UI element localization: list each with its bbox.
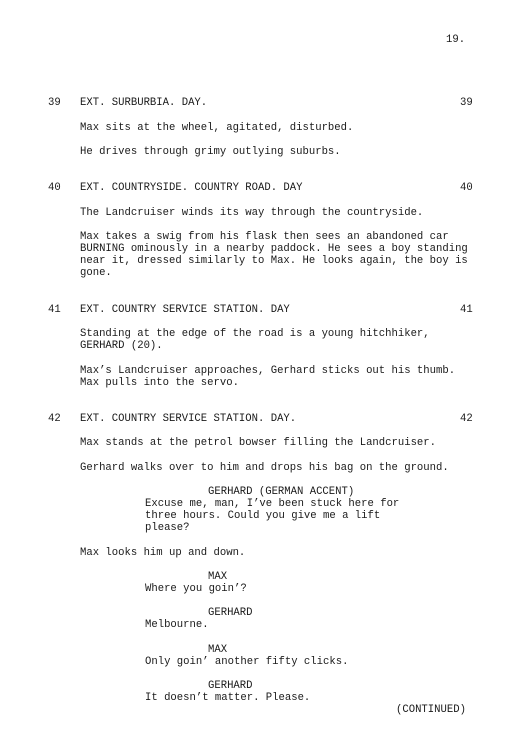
dialogue-line: Melbourne. <box>145 619 209 631</box>
action-line: Max looks him up and down. <box>80 547 246 559</box>
action-line: Standing at the edge of the road is a young hitchhiker, <box>80 328 430 340</box>
scene-number-right: 40 <box>460 182 473 194</box>
dialogue-line: Excuse me, man, I’ve been stuck here for <box>145 498 400 510</box>
action-line: Gerhard walks over to him and drops his bag on the ground. <box>80 462 449 474</box>
continued-footer: (CONTINUED) <box>396 704 466 716</box>
scene-number-right: 42 <box>460 413 473 425</box>
action-line: Max takes a swig from his flask then sees an abandoned car <box>80 231 449 243</box>
dialogue-line: please? <box>145 522 190 534</box>
character-name: MAX <box>208 644 228 656</box>
dialogue-line: Only goin’ another fifty clicks. <box>145 656 349 668</box>
page-number: 19. <box>446 34 466 46</box>
scene-number-right: 39 <box>460 97 473 109</box>
scene-number-left: 39 <box>48 97 61 109</box>
dialogue-line: Where you goin’? <box>145 583 247 595</box>
action-line: gone. <box>80 267 112 279</box>
action-line: Max’s Landcruiser approaches, Gerhard sticks out his thumb. <box>80 365 456 377</box>
action-line: The Landcruiser winds its way through the countryside. <box>80 207 424 219</box>
action-line: Max stands at the petrol bowser filling the Landcruiser. <box>80 437 437 449</box>
scene-heading: EXT. COUNTRY SERVICE STATION. DAY. <box>80 413 297 425</box>
action-line: He drives through grimy outlying suburbs. <box>80 146 341 158</box>
action-line: Max sits at the wheel, agitated, disturbed. <box>80 122 354 134</box>
scene-number-left: 42 <box>48 413 61 425</box>
action-line: near it, dressed similarly to Max. He looks again, the boy is <box>80 255 468 267</box>
scene-number-left: 41 <box>48 304 61 316</box>
scene-number-left: 40 <box>48 182 61 194</box>
scene-heading: EXT. COUNTRY SERVICE STATION. DAY <box>80 304 290 316</box>
character-name: GERHARD <box>208 680 253 692</box>
dialogue-line: three hours. Could you give me a lift <box>145 510 381 522</box>
action-line: GERHARD (20). <box>80 340 163 352</box>
scene-heading: EXT. COUNTRYSIDE. COUNTRY ROAD. DAY <box>80 182 303 194</box>
scene-number-right: 41 <box>460 304 473 316</box>
character-name: GERHARD (GERMAN ACCENT) <box>208 486 355 498</box>
action-line: Max pulls into the servo. <box>80 377 239 389</box>
scene-heading: EXT. SURBURBIA. DAY. <box>80 97 208 109</box>
action-line: BURNING ominously in a nearby paddock. He sees a boy standing <box>80 243 468 255</box>
character-name: GERHARD <box>208 607 253 619</box>
dialogue-line: It doesn’t matter. Please. <box>145 692 311 704</box>
character-name: MAX <box>208 571 228 583</box>
